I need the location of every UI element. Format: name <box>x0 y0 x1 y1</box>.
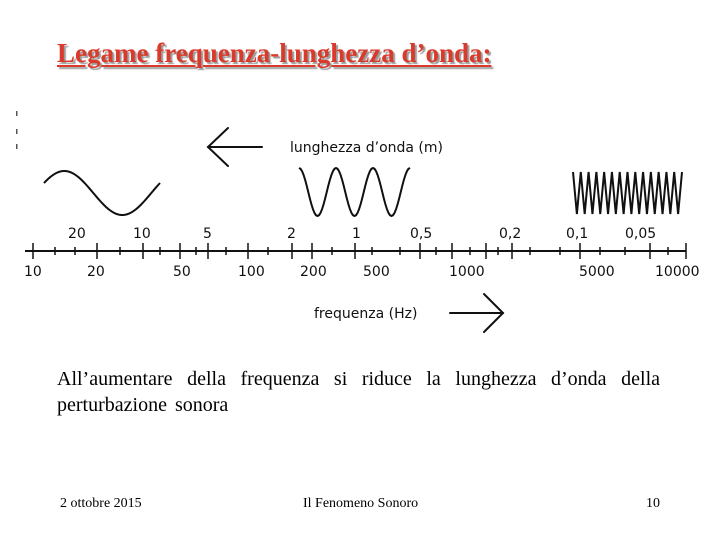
frequency-axis-label: frequenza (Hz) <box>314 306 418 322</box>
mid-frequency-wave <box>299 168 410 216</box>
slide-title: Legame frequenza-lunghezza d’onda: <box>57 38 492 68</box>
left-arrow-icon <box>208 128 262 166</box>
wavelength-tick-label: 0,05 <box>625 226 657 242</box>
wavelength-tick-label: 1 <box>352 226 361 242</box>
footer-date: 2 ottobre 2015 <box>60 496 142 511</box>
wavelength-tick-label: 0,1 <box>566 226 589 242</box>
wavelength-tick-label: 10 <box>133 226 151 242</box>
footer-presentation-title: Il Fenomeno Sonoro <box>303 496 419 511</box>
margin-marks <box>16 111 18 149</box>
wavelength-tick-label: 0,2 <box>499 226 522 242</box>
frequency-tick-label: 10 <box>24 264 42 280</box>
wavelength-tick-label: 20 <box>68 226 86 242</box>
low-frequency-wave <box>44 171 160 215</box>
frequency-tick-label: 500 <box>363 264 390 280</box>
right-arrow-icon <box>450 294 503 332</box>
footer-page-number: 10 <box>646 496 660 511</box>
wavelength-axis-label: lunghezza d’onda (m) <box>290 140 443 156</box>
frequency-tick-label: 50 <box>173 264 191 280</box>
frequency-tick-label: 20 <box>87 264 105 280</box>
frequency-tick-labels <box>24 264 700 280</box>
wavelength-tick-label: 5 <box>203 226 212 242</box>
wavelength-tick-label: 2 <box>287 226 296 242</box>
frequency-tick-label: 200 <box>300 264 327 280</box>
frequency-tick-label: 100 <box>238 264 265 280</box>
frequency-tick-label: 10000 <box>655 264 700 280</box>
high-frequency-wave <box>573 172 682 214</box>
frequency-tick-label: 5000 <box>579 264 615 280</box>
body-text: All’aumentare della frequenza si riduce la lunghezza d’onda della perturbazione sonora <box>57 368 660 416</box>
wavelength-tick-labels <box>68 226 656 242</box>
wavelength-tick-label: 0,5 <box>410 226 433 242</box>
frequency-tick-label: 1000 <box>449 264 485 280</box>
